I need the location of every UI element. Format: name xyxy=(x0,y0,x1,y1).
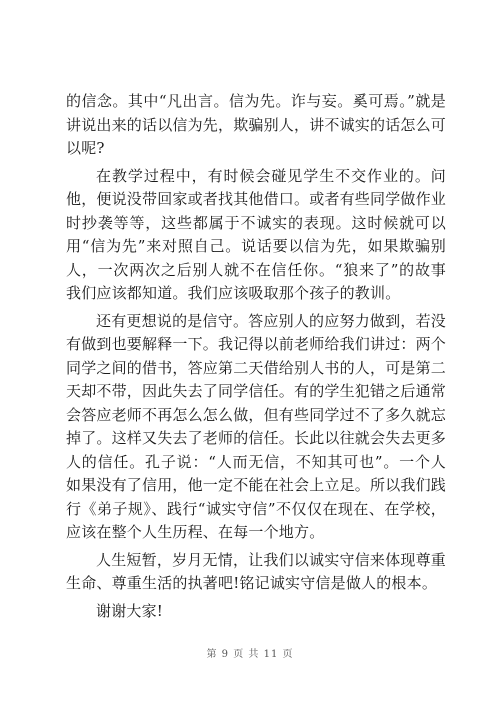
paragraph-2: 在教学过程中，有时候会碰见学生不交作业的。问他，便说没带回家或者找其他借口。或者有些同学做作业时抄袭等等，这些都属于不诚实的表现。这时候就可以用“信为先”来对照自己。说话要以信为先，如果欺骗别人，一次两次之后别人就不在信任你。“狼来了”的故事我们应该都知道。我们应该吸取那个孩子的教训。 xyxy=(66,166,447,302)
paragraph-4: 人生短暂，岁月无情，让我们以诚实守信来体现尊重生命、尊重生活的执著吧!铭记诚实守信是做人的根本。 xyxy=(66,550,446,592)
paragraph-1: 的信念。其中“凡出言。信为先。诈与妄。奚可焉。”就是讲说出来的话以信为先，欺骗别人，讲不诚实的话怎么可以呢? xyxy=(66,92,447,157)
paragraph-5: 谢谢大家! xyxy=(96,601,164,620)
paragraph-3: 还有更想说的是信守。答应别人的应努力做到，若没有做到也要解释一下。我记得以前老师给我们讲过：两个同学之间的借书，答应第二天借给别人书的人，可是第二天却不带，因此失去了同学信任。有的学生犯错之后通常会答应老师不再怎么怎么做，但有些同学过不了多久就忘掉了。这样又失去了老师的信任。长此以往就会失去更多人的信任。孔子说：“人而无信，不知其可也”。一个人如果没有了信用，他一定不能在社会上立足。所以我们践行《弟子规》、践行“诚实守信”不仅仅在现在、在学校，应该在整个人生历程、在每一个地方。 xyxy=(66,311,447,541)
document-body xyxy=(66,90,446,627)
page-number-footer: 第 9 页 共 11 页 xyxy=(206,649,294,660)
